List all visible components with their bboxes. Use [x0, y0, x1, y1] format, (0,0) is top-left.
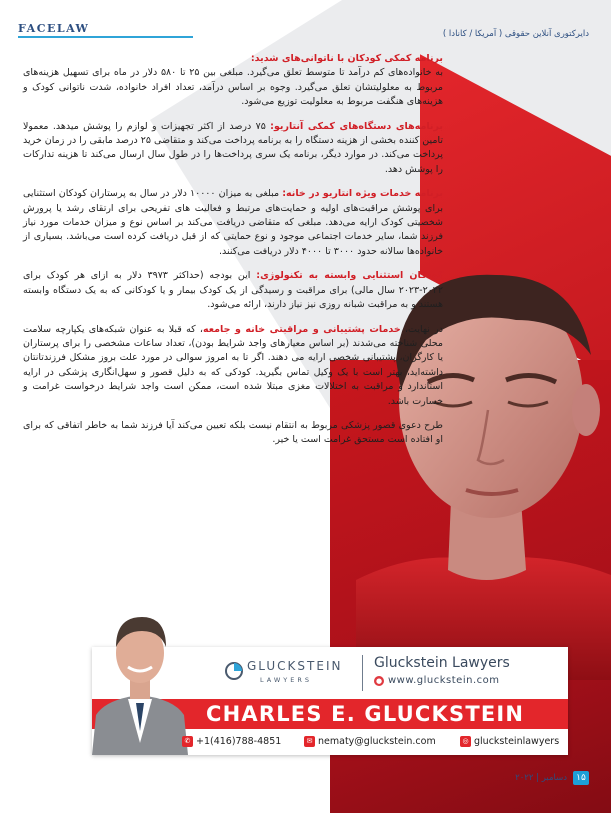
logo-wordmark: GLUCKSTEIN — [247, 659, 343, 673]
page-number: ۱۵ — [573, 771, 589, 785]
phone-contact[interactable] — [182, 736, 281, 747]
paragraph-5-heading: خدمات پشتیبانی و مراقبتی خانه و جامعه — [203, 323, 401, 335]
instagram-icon: ◎ — [460, 736, 471, 747]
paragraph-2-heading: برنامه‌های دستگاه‌های کمکی آنتاریو: — [270, 120, 443, 132]
phone-icon: ✆ — [182, 736, 193, 747]
paragraph-2-text: ۷۵ درصد از اکثر تجهیزات و لوازم را پوشش میدهد. معمولا تامین کننده بخشی از هزینه دستگاه را به برنامه پرداخت می‌کند و متقاضی ۲۵ درصد مابقی را در زمان خرید پرداخت می‌کند. در موارد دیگر، برنامه یک سری پرداخت‌ها را در طول سال ارسال می‌کند تا هزینه تدارکات را پوشش دهد. — [23, 120, 443, 175]
paragraph-4-heading: کودکان استثنایی وابسته به تکنولوژی: — [256, 270, 443, 282]
paragraph-3-heading: برنامه خدمات ویژه انتاریو در خانه: — [282, 188, 443, 200]
paragraph-1-heading: برنامه کمکی کودکان با ناتوانی‌های شدید: — [250, 53, 443, 64]
logo-subtitle: LAWYERS — [260, 676, 313, 684]
article-body — [23, 52, 443, 458]
lawyer-photo — [86, 603, 194, 755]
paragraph-1 — [23, 52, 443, 110]
brand-underline — [18, 36, 193, 38]
lawyer-name: CHARLES E. GLUCKSTEIN — [206, 702, 525, 726]
logo-divider — [362, 655, 363, 691]
paragraph-6-text: طرح دعوی قصور پزشکی مربوط به انتقام نیست بلکه تعیین می‌کند آیا فرزند شما به خاطر اتفاقی که برای او افتاده است مستحق غرامت است یا خیر. — [23, 419, 443, 446]
page-footer — [515, 771, 589, 785]
paragraph-4 — [23, 269, 443, 312]
instagram-handle: glucksteinlawyers — [474, 736, 560, 747]
page-header — [0, 0, 611, 46]
paragraph-2 — [23, 120, 443, 178]
paragraph-5-lead: در نهایت، — [400, 323, 443, 335]
web-icon: ● — [375, 677, 383, 685]
paragraph-1-text: به خانواده‌های کم درآمد تا متوسط تعلق می‌گیرد. مبلغی بین ۲۵ تا ۵۸۰ دلار در ماه برای تسهیل هزینه‌های مربوط به معلولیتشان تعلق می‌گیرد. وجوه بر اساس درآمد، تعداد افراد خانواده، شدت ناتوانی کودک و هزینه‌های هنگفت مربوط به معلولیت توزیع می‌شود. — [23, 67, 443, 108]
email-icon: ✉ — [304, 736, 315, 747]
paragraph-3-text: مبلغی به میزان ۱۰۰۰۰ دلار در سال به پرستاران کودکان استثنایی برای پوشش مراقبت‌های اولیه و حمایت‌های مرتبط و فعالیت های تفریحی برای ارتقای رشد یا پرورش شخصیتی کودک ارایه می‌دهد. مبلغی که متقاضی دریافت می‌کند بر اساس نوع و میزان خدمات مورد نیاز فرزند شما، سایر خدمات اجتماعی موجود و نوع حمایتی که از قبل دریافت کرده است می‌باشد. بسیاری از خانواده‌ها سالانه حدود ۳۰۰۰ تا ۴۰۰۰ دلار دریافت می‌کنند. — [23, 188, 443, 257]
email-contact[interactable] — [304, 736, 436, 747]
paragraph-4-text: این بودجه (حداکثر ۳۹۷۳ دلار به ازای هر کودک برای ۲۰۲۲-۲۰۲۳ سال مالی) برای مراقبت و رسیدگی از یک کودک بیمار و یا کودکانی که به یک دستگاه وابسته هستند و به مراقبت شبانه روزی نیز نیاز دارند، ارائه می‌شود. — [23, 270, 443, 311]
instagram-contact[interactable] — [460, 736, 559, 747]
issue-date: دسامبر | ۲۰۲۲ — [515, 773, 567, 783]
lawyer-advertisement — [46, 647, 568, 757]
paragraph-5 — [23, 323, 443, 409]
magazine-brand: FACELAW — [18, 22, 90, 35]
paragraph-3 — [23, 187, 443, 259]
firm-website[interactable]: www.gluckstein.com — [388, 675, 500, 686]
paragraph-6 — [23, 419, 443, 448]
paragraph-5-text: ، که قبلا به عنوان شبکه‌های یکپارچه سلامت محلی شناخته می‌شدند (بر اساس معیارهای واجد شرایط بودن)، تعداد ساعات مشخصی را برای پرستاران یا کارگران، پشتیبانی شخصی ارایه می دهند. اگر تا به امروز سوالی در مورد علت بروز مشکل فرزندتانتان داشته‌اید، بهتر است با یک وکیل تماس بگیرید. کودکی که به دلیل قصور و سهل‌انگاری پزشکی در ارایه استاندارد و مراقبت به اختلالات مغزی مبتلا شده است، ممکن است واجد شرایط درخواست غرامت و خسارت باشد. — [23, 323, 443, 407]
email-address: nematy@gluckstein.com — [318, 736, 436, 747]
directory-subtitle: دایرکتوری آنلاین حقوقی ( آمریکا / کانادا ) — [442, 29, 589, 39]
phone-number: +1(416)788-4851 — [196, 736, 282, 747]
firm-name: Gluckstein Lawyers — [374, 655, 510, 671]
